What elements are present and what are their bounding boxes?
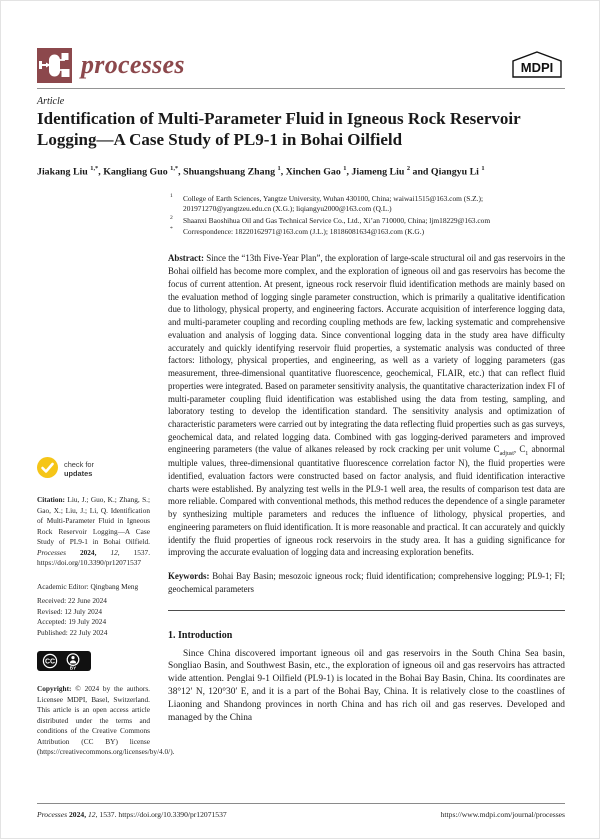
citation-doi-link[interactable]: https://doi.org/10.3390/pr12071537 xyxy=(37,558,142,568)
check-for-updates-line1: check for xyxy=(64,460,94,470)
header-rule xyxy=(37,88,565,89)
footer-rule xyxy=(37,803,565,804)
mdpi-logo xyxy=(510,50,564,87)
abstract-text: Since the “13th Five-Year Plan”, the exploration of large-scale structural oil and gas reservoirs in the Bohai oilfield has become more complex, and the exploration of igneous oil and gas reservoirs has become the focus of current attention. At present, igneous rock reservoir fluid identification methods are mainly based on the evaluation method of logging single parameter construction, which is primarily a qualitative identification due to lithology, physical property, and engineering factors. Accurate acquisition of interference logging data, and multi-parameter coupling and recording coupling methods are few, lacking systematic and comprehensive evaluation and analysis of logging data. Since conventional logging data in the study area have difficulty accurately and quickly identifying reservoir fluid properties, a systematic analysis was conducted of three factors: lithology, physical properties, and engineering, as well as a variety of logging parameters (gas measurement, three-dimensional quantitative fluorescence, geochemical, FLAIR, etc.) that can reflect fluid properties were integrated. Based on parameter sensitivity analysis, the quantitative characterization index FI of multi-parameter coupling fluid identification was established using the data from testing, sampling, and laboratory testing to develop the identification standard. The sensitivity analysis and optimization of characteristic parameters were carried out by integrating the data reflecting fluid properties such as gas surveys, geochemical data, and related logging data. Combined with gas logging-derived parameters and improved engineering parameters (the value of alkanes released by rock cracking per unit volume C xyxy=(168,253,566,455)
abstract-text: , C xyxy=(513,444,526,455)
citation-block xyxy=(37,495,150,569)
footer-volume: 12, xyxy=(88,810,98,819)
date-accepted: Accepted: 19 July 2024 xyxy=(37,617,107,627)
keywords-divider xyxy=(168,610,565,611)
affiliation-text: Correspondence: 18220162971@163.com (J.L.); 18186081634@163.com (K.G.) xyxy=(183,227,425,237)
citation-label: Citation: xyxy=(37,495,65,504)
affiliation-row xyxy=(168,227,565,237)
author-name: , Shuangshuang Zhang xyxy=(178,166,278,178)
intro-paragraph: Since China discovered important igneous oil and gas reservoirs in the South China Sea basin, Songliao Basin, and Southwest Basin, etc., the exploration of igneous oil and gas reservoirs has attracted wide attention. Penglai 9-1 Oilfield (PL9-1) is located in the Bohai Bay Basin, China. Its coordinates are 38°12′ N, 120°30′ E, and it is a part of the Bohai Bay, China. It is relatively close to the coastlines of Liaoning and Shandong provinces in north China and has rich oil and gas reserves. Developed and managed by the China xyxy=(168,648,565,723)
history-dates xyxy=(37,596,150,638)
main-column xyxy=(168,194,565,725)
check-for-updates-line2: updates xyxy=(64,469,93,478)
abstract xyxy=(168,252,565,559)
author-affil-sup: 1,* xyxy=(170,165,179,172)
date-published: Published: 22 July 2024 xyxy=(37,627,108,637)
citation-text: Liu, J.; Guo, K.; Zhang, S.; Gao, X.; Liu, J.; Li, Q. Identification of Multi-Parameter Fluid in Igneous Rock Reservoir Logging—A Case Study of PL9-1 in Bohai Oilfield. xyxy=(37,495,150,547)
check-for-updates-badge[interactable] xyxy=(37,457,94,483)
keywords-label: Keywords: xyxy=(168,571,210,582)
cc-by-license-badge[interactable] xyxy=(37,651,91,676)
author-affil-sup: 2 xyxy=(406,165,411,172)
processes-logo-icon xyxy=(37,48,72,83)
copyright-label: Copyright: xyxy=(37,684,72,693)
affiliation-row xyxy=(168,194,565,215)
cc-icon: CC xyxy=(44,658,56,666)
section-heading-introduction: 1. Introduction xyxy=(168,629,233,641)
date-received: Received: 22 June 2024 xyxy=(37,596,107,605)
abstract-text: abnormal multiple values, three-dimensional quantitative fluorescence correlation factor N), the fluid properties were identified, evaluation factors were constructed based on factor analysis, and fluid identification interactive charts were established. By analyzing test wells in the PL9-1 well area, the results of comparison test data are more reliable. Compared with conventional methods, this method reduces the dependence of a single parameter by synthesizing multiple parameters and reduces the influence of lithology, physical properties, and engineering parameters on fluid identification. It is more reasonable and practical. It can accurately and quickly identify the fluid properties of igneous rock reservoirs in the study area. It has a guiding significance for improving the accurate evaluation of logging data and increasing exploration benefits. xyxy=(168,444,565,558)
author-name: , Jiameng Liu xyxy=(346,166,407,178)
abstract-label: Abstract: xyxy=(168,253,204,264)
affiliation-row xyxy=(168,216,565,226)
authors-line xyxy=(37,166,582,177)
author-name: , Xinchen Gao xyxy=(280,166,344,178)
keywords-text: Bohai Bay Basin; mesozoic igneous rock; fluid identification; comprehensive logging; PL9-1; FI; geochemical parameters xyxy=(168,571,565,594)
abstract-sub-adjust: adjust xyxy=(499,451,514,458)
person-icon xyxy=(71,656,74,659)
check-icon xyxy=(37,457,58,483)
check-for-updates-label xyxy=(64,461,94,478)
affiliation-marker: 1 xyxy=(170,193,173,199)
footer-journal-ref xyxy=(37,810,227,819)
by-icon: BY xyxy=(69,665,77,671)
author-affil-sup: 1,* xyxy=(90,165,99,172)
mdpi-logo-text: MDPI xyxy=(520,60,554,75)
affiliations xyxy=(168,194,565,237)
academic-editor: Academic Editor: Qingbang Meng xyxy=(37,582,139,591)
author-name: Jiakang Liu xyxy=(37,166,91,178)
citation-year: 2024, xyxy=(79,547,97,557)
citation-page: 1537. xyxy=(133,547,151,557)
journal-logo xyxy=(37,47,185,83)
copyright-block xyxy=(37,684,175,758)
date-revised: Revised: 12 July 2024 xyxy=(37,606,103,616)
affiliation-text: Shaanxi Baoshihua Oil and Gas Technical Service Co., Ltd., Xi’an 710000, China; ljm18229@163.com xyxy=(183,215,491,225)
page-title: Identification of Multi-Parameter Fluid in Igneous Rock Reservoir Logging—A Case Study of PL9-1 in Bohai Oilfield xyxy=(37,109,521,149)
footer-year: 2024, xyxy=(69,810,87,819)
keywords xyxy=(168,570,565,595)
abstract-sub-1: 1 xyxy=(525,451,529,458)
page-footer xyxy=(37,810,565,819)
article-type-label: Article xyxy=(37,96,65,107)
author-name: and Qiangyu Li xyxy=(410,166,482,178)
author-affil-sup: 1 xyxy=(343,165,347,172)
footer-journal-url[interactable]: https://www.mdpi.com/journal/processes xyxy=(440,810,565,819)
affiliation-text: College of Earth Sciences, Yangtze University, Wuhan 430100, China; waiwai1515@163.com (S.Z.); 201971270@yangtzeu.edu.cn (X.G.); liqiangyu2000@163.com (Q.L.) xyxy=(183,194,484,214)
citation-journal: Processes xyxy=(37,547,66,557)
footer-journal-name: Processes xyxy=(37,810,68,819)
affiliation-marker: * xyxy=(170,226,173,233)
affiliation-marker: 2 xyxy=(170,214,173,221)
journal-name: processes xyxy=(81,50,185,79)
footer-doi-link[interactable]: 1537. https://doi.org/10.3390/pr12071537 xyxy=(99,810,227,819)
author-affil-sup: 1 xyxy=(277,165,281,172)
author-name: , Kangliang Guo xyxy=(98,166,171,178)
copyright-text: © 2024 by the authors. Licensee MDPI, Basel, Switzerland. This article is an open access article distributed under the terms and conditions of the Creative Commons Attribution (CC BY) license (https://creativecommons.org/licenses/by/4.0/). xyxy=(37,684,175,757)
author-affil-sup: 1 xyxy=(481,165,485,172)
citation-volume: 12, xyxy=(110,547,120,557)
